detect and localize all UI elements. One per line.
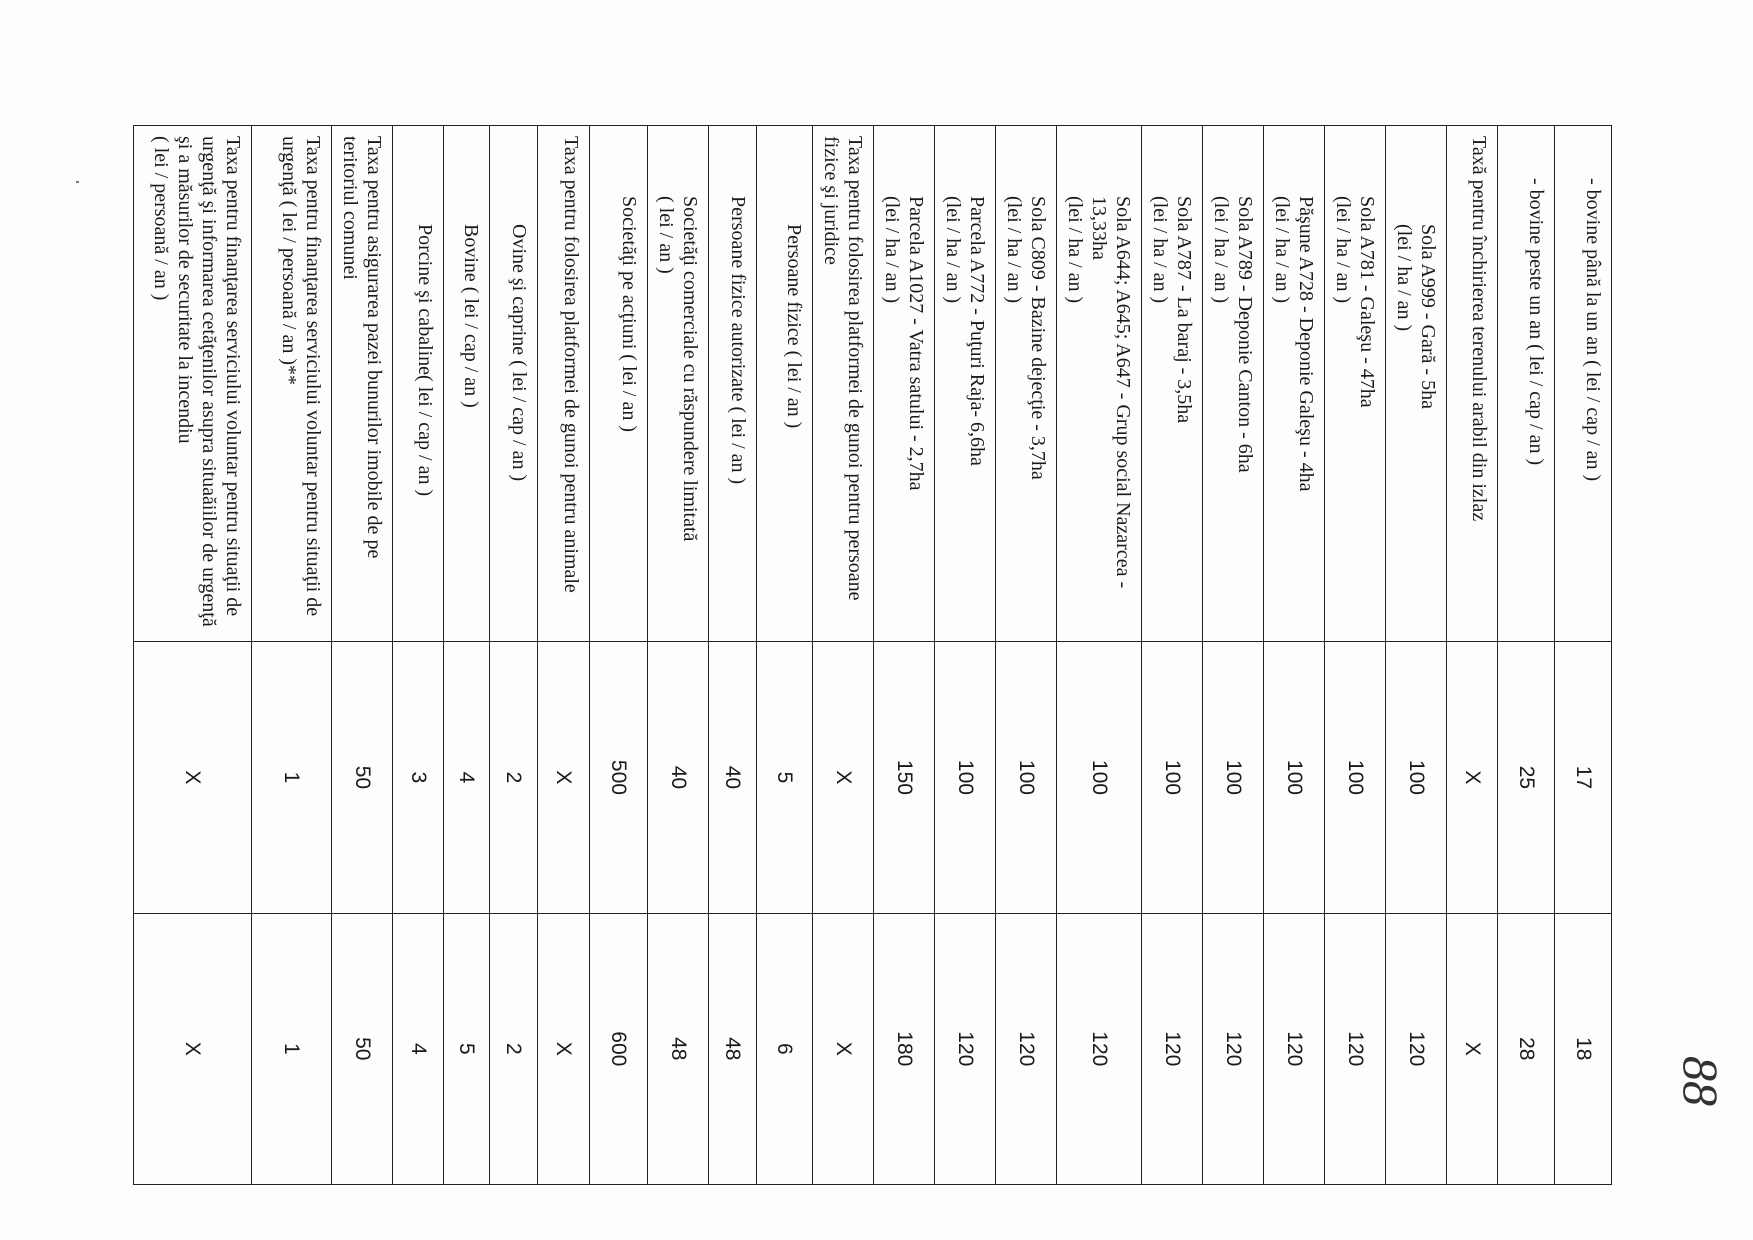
row-value-1: 40 — [648, 642, 709, 913]
table-row — [538, 126, 590, 1185]
row-value-1: X — [1447, 642, 1498, 913]
row-label: Taxă pentru închirierea terenului arabil din izlaz — [1447, 126, 1498, 642]
row-value-1: X — [134, 642, 252, 913]
row-value-2: 48 — [648, 913, 709, 1184]
tax-table-body — [134, 126, 1612, 1185]
table-row — [874, 126, 935, 1185]
row-value-2: 28 — [1498, 913, 1555, 1184]
row-value-2: 120 — [1325, 913, 1386, 1184]
row-value-2: X — [813, 913, 874, 1184]
table-row — [1555, 126, 1612, 1185]
table-row — [1142, 126, 1203, 1185]
row-value-1: X — [538, 642, 590, 913]
row-value-2: X — [1447, 913, 1498, 1184]
row-label: Parcela A772 - Puţuri Raja- 6,6ha (lei / ha / an ) — [935, 126, 996, 642]
row-value-2: 120 — [996, 913, 1057, 1184]
row-label: Taxa pentru folosirea platformei de gunoi pentru animale — [538, 126, 590, 642]
table-row — [813, 126, 874, 1185]
rotated-table-wrapper — [137, 125, 1612, 1185]
row-value-2: 120 — [935, 913, 996, 1184]
row-value-1: 5 — [757, 642, 813, 913]
table-row — [393, 126, 444, 1185]
row-value-1: 17 — [1555, 642, 1612, 913]
row-value-2: 5 — [444, 913, 490, 1184]
row-value-2: 4 — [393, 913, 444, 1184]
row-value-2: 2 — [490, 913, 538, 1184]
row-value-2: 180 — [874, 913, 935, 1184]
table-row — [252, 126, 332, 1185]
table-row — [1498, 126, 1555, 1185]
row-value-1: 1 — [252, 642, 332, 913]
row-label: Societăţi pe acţiuni ( lei / an ) — [590, 126, 648, 642]
table-row — [490, 126, 538, 1185]
row-value-2: 600 — [590, 913, 648, 1184]
row-value-1: 500 — [590, 642, 648, 913]
table-row — [1057, 126, 1142, 1185]
row-label: Sola A789 - Deponie Canton - 6ha (lei / ha / an ) — [1203, 126, 1264, 642]
row-value-2: 120 — [1142, 913, 1203, 1184]
row-value-2: 18 — [1555, 913, 1612, 1184]
row-label: Porcine şi cabaline( lei / cap / an ) — [393, 126, 444, 642]
table-row — [1264, 126, 1325, 1185]
row-value-1: 100 — [996, 642, 1057, 913]
row-label: Taxa pentru finanţarea serviciului voluntar pentru situaţii de urgenţă ( lei / persoană / an )** — [252, 126, 332, 642]
row-label: Sola A781 - Galeşu - 47ha (lei / ha / an ) — [1325, 126, 1386, 642]
row-label: - bovine până la un an ( lei / cap / an ) — [1555, 126, 1612, 642]
table-row — [709, 126, 757, 1185]
row-value-1: 3 — [393, 642, 444, 913]
row-value-1: 25 — [1498, 642, 1555, 913]
table-row — [332, 126, 393, 1185]
row-value-1: 100 — [1386, 642, 1447, 913]
row-value-2: 1 — [252, 913, 332, 1184]
row-value-1: 50 — [332, 642, 393, 913]
row-label: Păşune A728 - Deponie Galeşu - 4ha (lei / ha / an ) — [1264, 126, 1325, 642]
table-row — [1386, 126, 1447, 1185]
row-value-2: 48 — [709, 913, 757, 1184]
row-value-2: 120 — [1386, 913, 1447, 1184]
table-row — [1203, 126, 1264, 1185]
row-label: - bovine peste un an ( lei / cap / an ) — [1498, 126, 1555, 642]
row-value-2: 120 — [1057, 913, 1142, 1184]
table-row — [444, 126, 490, 1185]
row-value-1: 100 — [1057, 642, 1142, 913]
row-label: Taxa pentru asigurarea pazei bunurilor imobile de pe teritoriul comunei — [332, 126, 393, 642]
row-label: Sola A999 - Gară - 5ha (lei / ha / an ) — [1386, 126, 1447, 642]
row-label: Bovine ( lei / cap / an ) — [444, 126, 490, 642]
table-row — [1447, 126, 1498, 1185]
row-label: Taxa pentru folosirea platformei de gunoi pentru persoane fizice şi juridice — [813, 126, 874, 642]
row-value-1: 100 — [1142, 642, 1203, 913]
row-value-1: 100 — [1203, 642, 1264, 913]
table-row — [935, 126, 996, 1185]
row-value-2: X — [134, 913, 252, 1184]
table-row — [648, 126, 709, 1185]
row-label: Persoane fizice autorizate ( lei / an ) — [709, 126, 757, 642]
tax-table — [133, 125, 1612, 1185]
table-row — [134, 126, 252, 1185]
row-label: Ovine şi caprine ( lei / cap / an ) — [490, 126, 538, 642]
table-row — [996, 126, 1057, 1185]
page-number: 88 — [1673, 1056, 1729, 1106]
row-label: Sola C809 - Bazine dejecţie - 3,7ha (lei / ha / an ) — [996, 126, 1057, 642]
row-value-2: 120 — [1264, 913, 1325, 1184]
row-label: Sola A644; A645; A647 - Grup social Nazarcea - 13,33ha (lei / ha / an ) — [1057, 126, 1142, 642]
row-value-2: 50 — [332, 913, 393, 1184]
row-value-1: 150 — [874, 642, 935, 913]
row-value-1: 2 — [490, 642, 538, 913]
table-row — [590, 126, 648, 1185]
row-value-1: 4 — [444, 642, 490, 913]
row-label: Societăţi comerciale cu răspundere limitată ( lei / an ) — [648, 126, 709, 642]
row-label: Parcela A1027 - Vatra satului - 2,7ha (lei / ha / an ) — [874, 126, 935, 642]
row-label: Sola A787 - La baraj - 3,5ha (lei / ha / an ) — [1142, 126, 1203, 642]
row-value-1: X — [813, 642, 874, 913]
row-label: Taxa pentru finanţarea serviciului voluntar pentru situaţii de urgenţă şi informarea cetăţenilor asupra situaăiilor de urgenţă şi a măsurilor de securitate la incendiu ( lei / persoană / an ) — [134, 126, 252, 642]
table-row — [1325, 126, 1386, 1185]
row-value-1: 100 — [1325, 642, 1386, 913]
row-value-1: 100 — [935, 642, 996, 913]
row-value-2: 120 — [1203, 913, 1264, 1184]
row-value-1: 100 — [1264, 642, 1325, 913]
row-value-1: 40 — [709, 642, 757, 913]
row-value-2: 6 — [757, 913, 813, 1184]
row-label: Persoane fizice ( lei / an ) — [757, 126, 813, 642]
row-value-2: X — [538, 913, 590, 1184]
scan-speck — [76, 181, 79, 183]
table-row — [757, 126, 813, 1185]
